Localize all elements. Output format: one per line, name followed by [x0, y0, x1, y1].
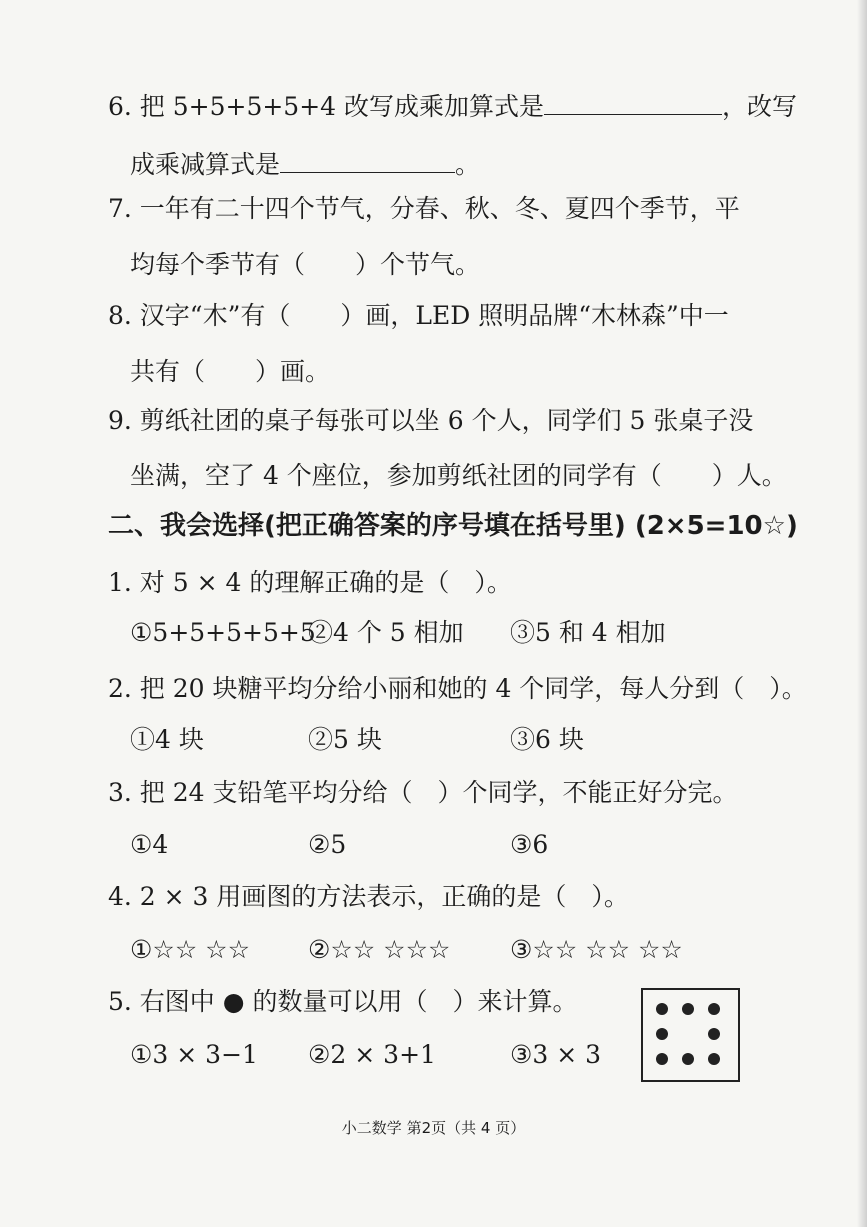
choice-4-option-3[interactable]: ③☆☆ ☆☆ ☆☆	[510, 935, 683, 964]
dot	[682, 1003, 694, 1015]
question-6-line-2	[130, 148, 480, 181]
question-6-text: 6. 把 5+5+5+5+4 改写成乘加算式是	[108, 92, 545, 121]
dot	[656, 1053, 668, 1065]
choice-3-option-2[interactable]: ②5	[308, 830, 347, 859]
choice-2-option-2[interactable]: ②5 块	[308, 725, 382, 754]
dot	[708, 1028, 720, 1040]
dot	[656, 1028, 668, 1040]
question-7-line-2: 均每个季节有（ ）个节气。	[130, 250, 481, 279]
dot	[708, 1003, 720, 1015]
page-edge-shadow	[857, 0, 867, 1227]
question-6-text: 成乘减算式是	[130, 150, 281, 179]
choice-2-option-3[interactable]: ③6 块	[510, 725, 584, 754]
choice-2-option-1[interactable]: ①4 块	[130, 725, 204, 754]
choice-2-stem: 2. 把 20 块糖平均分给小丽和她的 4 个同学，每人分到（ ）。	[108, 674, 807, 703]
question-8-line-1: 8. 汉字“木”有（ ）画，LED 照明品牌“木林森”中一	[108, 301, 729, 330]
answer-blank[interactable]	[280, 148, 455, 173]
answer-blank[interactable]	[544, 90, 722, 115]
page-footer: 小二数学 第2页（共 4 页）	[341, 1119, 526, 1137]
dot-figure	[641, 988, 740, 1082]
choice-5-option-1[interactable]: ①3 × 3−1	[130, 1040, 258, 1069]
choice-1-stem: 1. 对 5 × 4 的理解正确的是（ ）。	[108, 568, 512, 597]
choice-1-option-2[interactable]: ②4 个 5 相加	[308, 618, 464, 647]
dot	[656, 1003, 668, 1015]
choice-1-option-3[interactable]: ③5 和 4 相加	[510, 618, 666, 647]
question-8-line-2: 共有（ ）画。	[130, 357, 331, 386]
question-9-line-2: 坐满，空了 4 个座位，参加剪纸社团的同学有（ ）人。	[130, 461, 787, 490]
choice-5-option-2[interactable]: ②2 × 3+1	[308, 1040, 436, 1069]
choice-3-option-1[interactable]: ①4	[130, 830, 169, 859]
section-2-heading: 二、我会选择(把正确答案的序号填在括号里) (2×5=10☆)	[108, 511, 798, 541]
choice-5-stem: 5. 右图中 ● 的数量可以用（ ）来计算。	[108, 987, 578, 1016]
choice-4-option-2[interactable]: ②☆☆ ☆☆☆	[308, 935, 451, 964]
choice-4-stem: 4. 2 × 3 用画图的方法表示，正确的是（ ）。	[108, 882, 629, 911]
choice-3-option-3[interactable]: ③6	[510, 830, 549, 859]
dot	[708, 1053, 720, 1065]
dot	[682, 1053, 694, 1065]
choice-3-stem: 3. 把 24 支铅笔平均分给（ ）个同学，不能正好分完。	[108, 778, 738, 807]
choice-5-option-3[interactable]: ③3 × 3	[510, 1040, 602, 1069]
choice-4-option-1[interactable]: ①☆☆ ☆☆	[130, 935, 251, 964]
question-6-line-1	[108, 90, 797, 123]
question-9-line-1: 9. 剪纸社团的桌子每张可以坐 6 个人，同学们 5 张桌子没	[108, 406, 754, 435]
choice-1-option-1[interactable]: ①5+5+5+5+5	[130, 618, 316, 647]
question-6-text-tail: ，改写	[722, 92, 798, 121]
question-6-text-end: 。	[455, 150, 481, 179]
question-7-line-1: 7. 一年有二十四个节气，分春、秋、冬、夏四个季节，平	[108, 194, 740, 223]
